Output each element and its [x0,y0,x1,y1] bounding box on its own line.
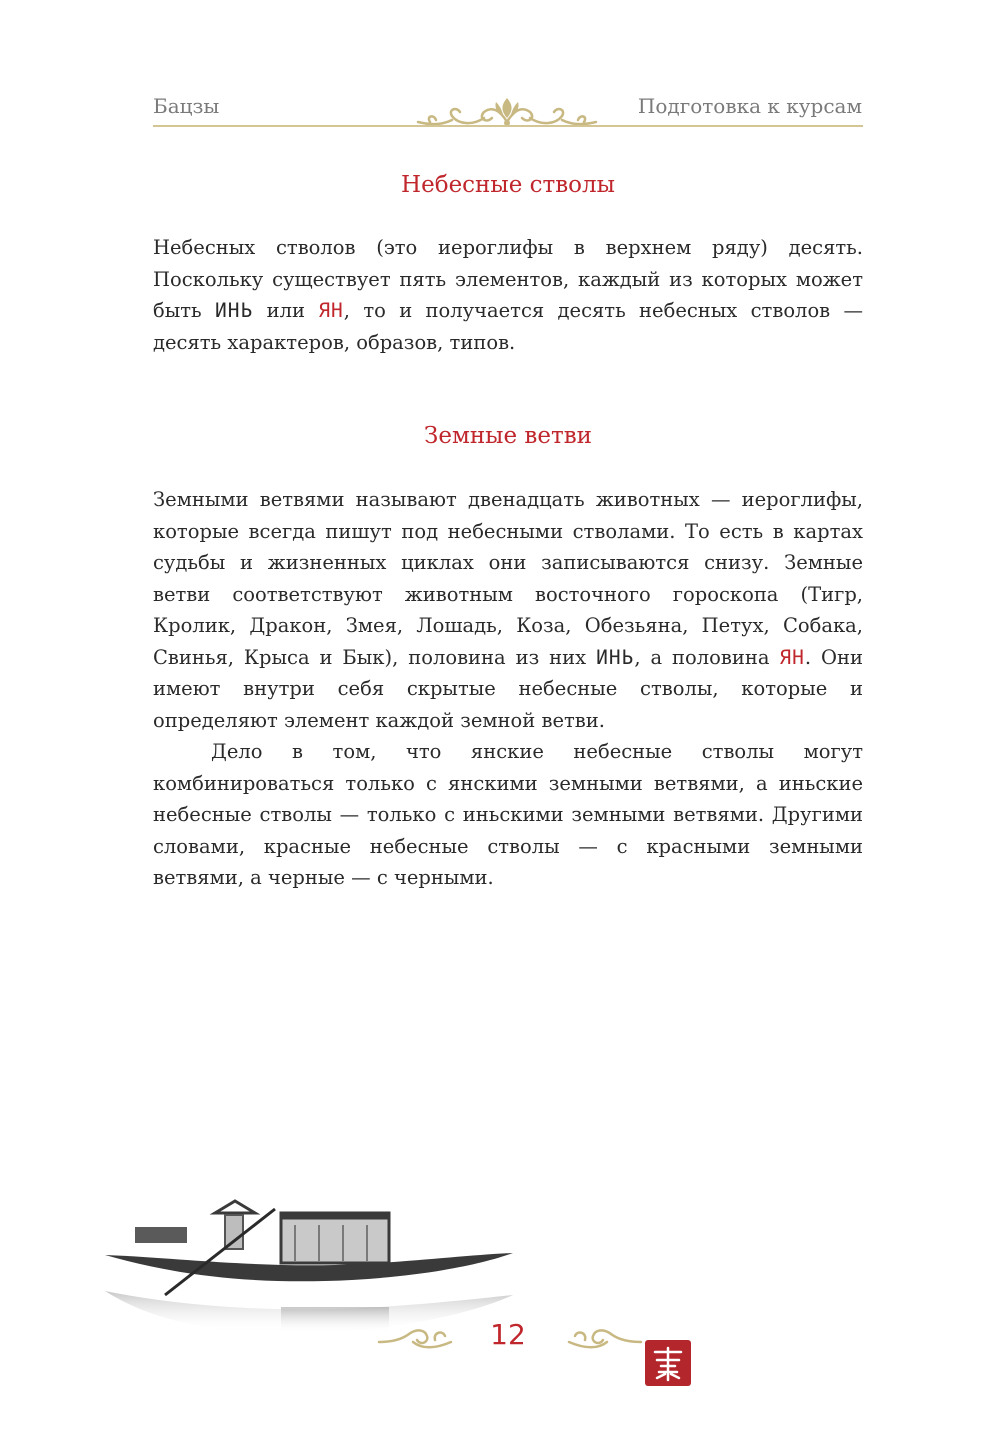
text-run: , то и получается десять небесных стволов — десять характеров, образов, типов. [153,299,863,354]
text-run: . Они имеют внутри себя скрытые небесные стволы, которые и определяют элемент каждой земной ветви. [153,645,863,732]
seal-stamp-icon [645,1340,691,1386]
header-rule [153,125,863,127]
section-title-earthly-branches: Земные ветви [424,423,592,449]
paragraph-earthly-branches [153,484,863,736]
seal-glyph-icon [645,1340,691,1386]
running-header-left: Бацзы [153,94,220,118]
yin-label: ИНЬ [215,299,254,322]
footer-ornament-right-icon [565,1320,645,1356]
paragraph-heavenly-stems [153,232,863,358]
page-number: 12 [490,1318,526,1351]
paragraph-combinations: Дело в том, что янские небесные стволы могут комбинироваться только с янскими земными ветвями, а иньские небесные стволы — только с иньскими земными ветвями. Другими словами, красные небесные стволы — с красными земными ветвями, а черные — с черными. [153,740,863,889]
yin-label: ИНЬ [596,645,635,669]
footer-ornament-left-icon [375,1320,455,1356]
running-header-right: Подготовка к курсам [637,94,862,118]
yang-label: ЯН [318,299,344,322]
section-title-heavenly-stems: Небесные стволы [401,172,615,198]
text-run: , а половина [634,645,780,669]
text-run: или [253,299,319,322]
yang-label: ЯН [779,645,805,669]
text-run: Небесных стволов (это иероглифы в верхнем ряду) десять. Поскольку существует пять элементов, каждый из которых может быть [153,236,863,322]
text-run: Земными ветвями называют двенадцать животных — иероглифы, которые всегда пишут под небесными стволами. То есть в картах судьбы и жизненных циклах они записываются снизу. Земные ветви соответствуют животным восточного гороскопа (Тигр, Кролик, Дракон, Змея, Лошадь, Коза, Обезьяна, Петух, Собака, Свинья, Крыса и Бык), половина из них [153,488,863,669]
